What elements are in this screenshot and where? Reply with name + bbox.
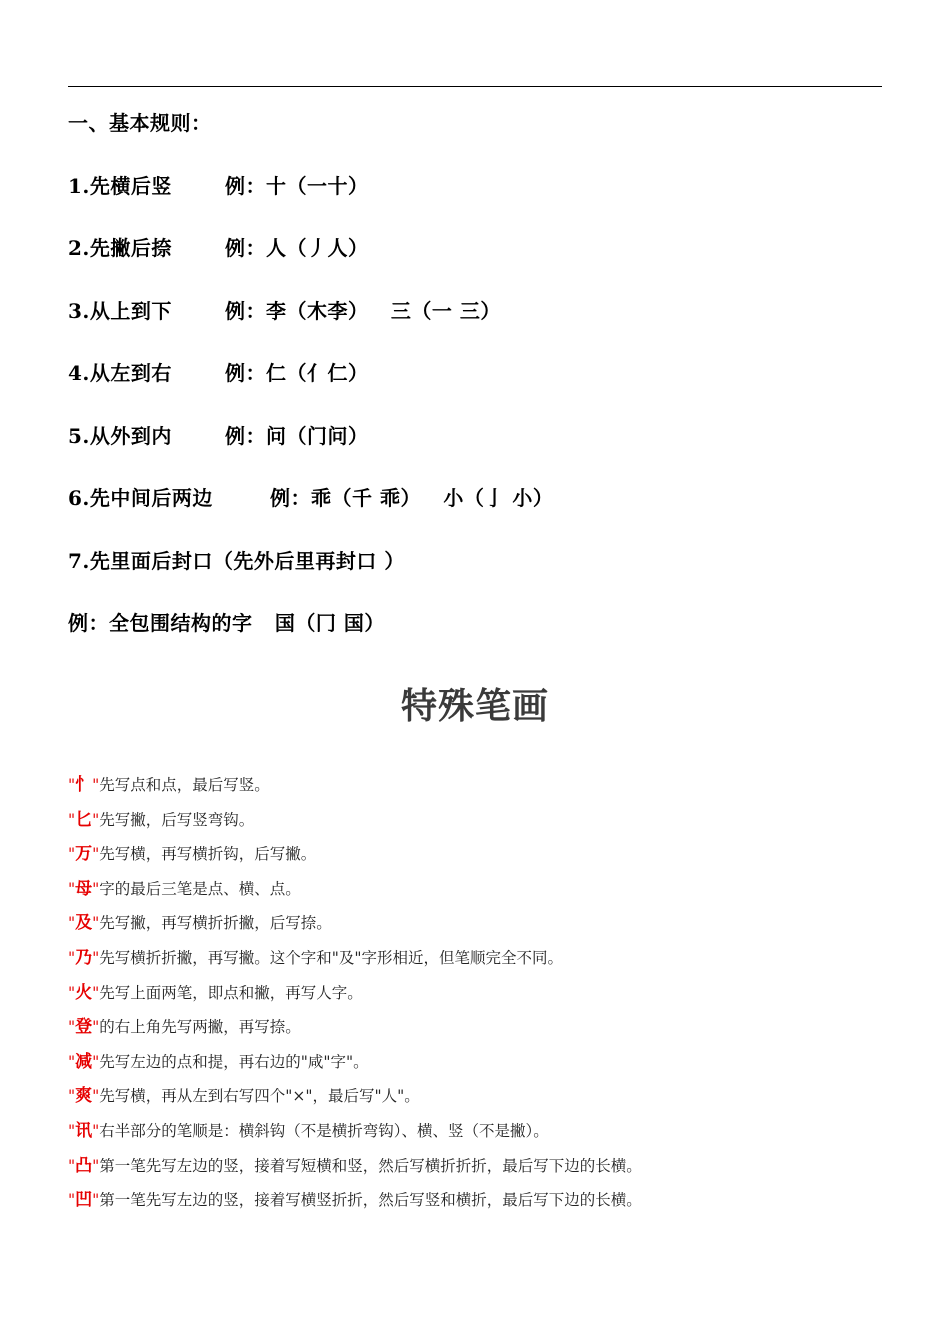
- special-item-13: [68, 1185, 918, 1220]
- special-item-text: 右半部分的笔顺是：横斜钩（不是横折弯钩）、横、竖（不是撇）。: [99, 1121, 549, 1140]
- quote-mark: ": [68, 1156, 76, 1175]
- quote-mark: ": [92, 845, 100, 864]
- special-item-6: [68, 943, 918, 978]
- quote-mark: ": [68, 1121, 76, 1140]
- quote-mark: ": [68, 914, 76, 933]
- rule-example: 例：仁（亻仁）: [225, 361, 369, 385]
- rule-label: 6.先中间后两边: [68, 486, 213, 510]
- special-item-text: 先写横，再从左到右写四个"×"，最后写"人"。: [99, 1087, 420, 1106]
- basic-rules-heading: 一、基本规则：: [68, 111, 212, 135]
- special-item-text: 字的最后三笔是点、横、点。: [99, 879, 301, 898]
- quote-mark: ": [68, 1191, 76, 1210]
- quote-mark: ": [92, 914, 100, 933]
- special-item-text: 先写左边的点和提，再右边的"咸"字"。: [99, 1052, 369, 1071]
- special-item-text: 第一笔先写左边的竖，接着写短横和竖，然后写横折折折，最后写下边的长横。: [99, 1156, 642, 1175]
- quote-mark: ": [68, 983, 76, 1002]
- quote-mark: ": [68, 810, 76, 829]
- special-item-text: 先写横折折撇，再写撇。这个字和"及"字形相近，但笔顺完全不同。: [99, 948, 564, 967]
- highlight-char: 忄: [75, 775, 93, 795]
- basic-rules-section: [68, 105, 882, 668]
- special-item-7: [68, 978, 918, 1013]
- rule-example: 例：问（门问）: [225, 423, 369, 448]
- special-item-5: [68, 908, 918, 943]
- quote-mark: ": [68, 879, 76, 898]
- highlight-char: 母: [75, 878, 93, 899]
- special-item-2: [68, 805, 918, 840]
- rule-label: 3.从上到下: [68, 298, 172, 323]
- special-item-11: [68, 1116, 918, 1151]
- quote-mark: ": [92, 1052, 100, 1071]
- highlight-char: 讯: [75, 1120, 93, 1141]
- quote-mark: ": [92, 948, 100, 967]
- quote-mark: ": [68, 1087, 76, 1106]
- special-item-1: [68, 770, 918, 805]
- quote-mark: ": [92, 1121, 100, 1140]
- quote-mark: ": [92, 1191, 100, 1210]
- special-item-10: [68, 1081, 918, 1116]
- quote-mark: ": [68, 776, 76, 794]
- rule-example: 例：李（木李） 三（一 三）: [225, 298, 501, 323]
- special-item-4: [68, 874, 918, 909]
- rule-item-2: [68, 230, 882, 293]
- rule-label: 1.先横后竖: [68, 173, 172, 198]
- quote-mark: ": [92, 983, 100, 1002]
- rule-label: 2.先撇后捺: [68, 236, 172, 260]
- quote-mark: ": [92, 810, 100, 829]
- highlight-char: 及: [75, 913, 93, 934]
- top-divider-line: [68, 86, 882, 87]
- rule-item-6: [68, 480, 882, 543]
- highlight-char: 万: [75, 844, 93, 865]
- quote-mark: ": [92, 1156, 100, 1175]
- special-item-3: [68, 839, 918, 874]
- rule-item-4: [68, 355, 882, 418]
- special-item-text: 先写点和点，最后写竖。: [99, 776, 270, 794]
- quote-mark: ": [68, 1018, 76, 1037]
- highlight-char: 登: [75, 1017, 93, 1038]
- special-item-text: 先写撇，再写横折折撇，后写捺。: [99, 914, 332, 933]
- special-item-text: 第一笔先写左边的竖，接着写横竖折折，然后写竖和横折，最后写下边的长横。: [99, 1191, 642, 1210]
- special-item-text: 先写上面两笔，即点和撇，再写人字。: [99, 983, 363, 1002]
- rule-item-3: [68, 293, 882, 356]
- highlight-char: 爽: [75, 1086, 93, 1107]
- special-item-8: [68, 1012, 918, 1047]
- special-item-text: 先写横，再写横折钩，后写撇。: [99, 845, 317, 864]
- quote-mark: ": [92, 1018, 100, 1037]
- special-strokes-title: 特殊笔画: [400, 685, 549, 727]
- rule-example: 例：乖（千 乖） 小（亅 小）: [270, 486, 554, 510]
- special-item-text: 的右上角先写两撇，再写捺。: [99, 1018, 301, 1037]
- rule-label: 4.从左到右: [68, 361, 172, 385]
- rule-item-5: [68, 418, 882, 481]
- quote-mark: ": [68, 948, 76, 967]
- rule-item-7: 7.先里面后封口（先外后里再封口 ）: [68, 548, 405, 573]
- rule-7-example: 例：全包围结构的字 国（冂 国）: [68, 611, 385, 635]
- quote-mark: ": [92, 879, 100, 898]
- highlight-char: 减: [75, 1051, 93, 1072]
- quote-mark: ": [68, 1052, 76, 1071]
- rule-item-1: [68, 168, 882, 231]
- highlight-char: 匕: [75, 809, 93, 830]
- highlight-char: 火: [75, 982, 93, 1003]
- special-strokes-list: [68, 770, 918, 1220]
- special-item-9: [68, 1047, 918, 1082]
- rule-example: 例：人（丿人）: [225, 236, 369, 260]
- quote-mark: ": [92, 776, 100, 794]
- special-item-12: [68, 1151, 918, 1186]
- highlight-char: 凹: [75, 1190, 93, 1211]
- rule-label: 5.从外到内: [68, 423, 172, 448]
- highlight-char: 乃: [75, 947, 93, 968]
- highlight-char: 凸: [75, 1155, 93, 1176]
- quote-mark: ": [92, 1087, 100, 1106]
- special-item-text: 先写撇，后写竖弯钩。: [99, 810, 255, 829]
- quote-mark: ": [68, 845, 76, 864]
- rule-example: 例：十（一十）: [225, 173, 369, 198]
